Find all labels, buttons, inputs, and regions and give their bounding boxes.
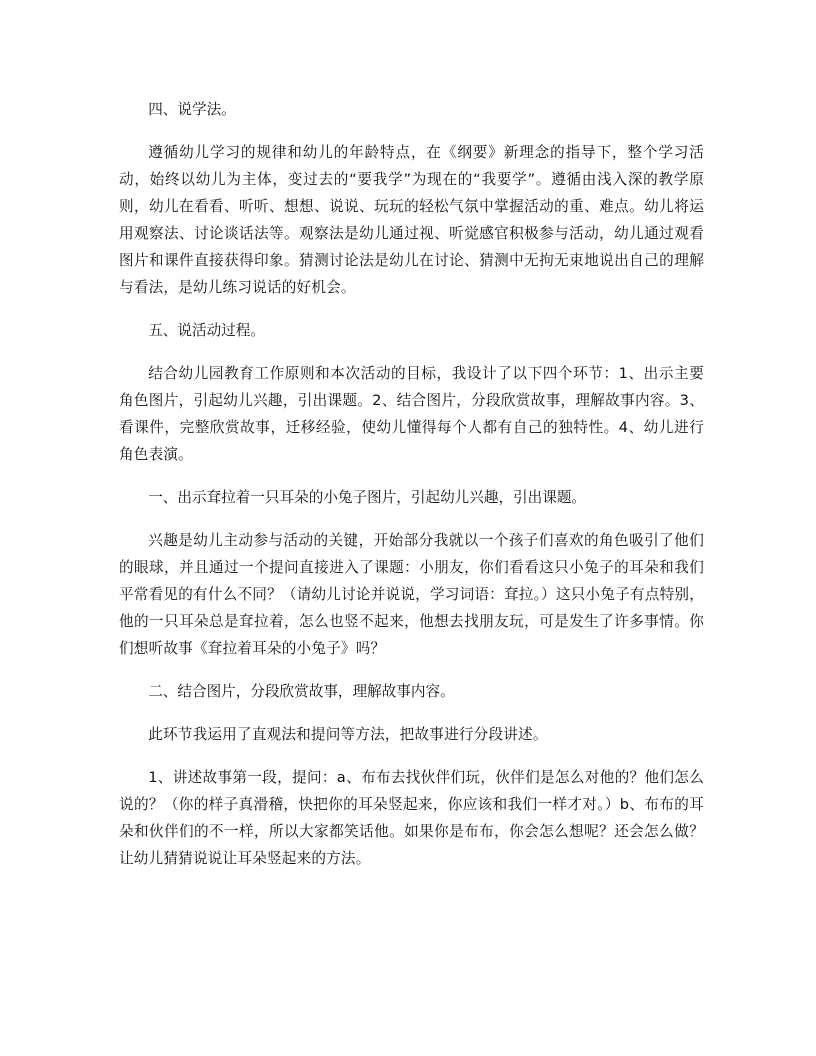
- paragraph-activity-process: 结合幼儿园教育工作原则和本次活动的目标，我设计了以下四个环节：1、出示主要角色图片，引起幼儿兴趣，引出课题。2、结合图片，分段欣赏故事，理解故事内容。3、看课件，完整欣赏故事，迁移经验，使幼儿懂得每个人都有自己的独特性。4、幼儿进行角色表演。: [119, 365, 704, 463]
- paragraph-step-one: 兴趣是幼儿主动参与活动的关键，开始部分我就以一个孩子们喜欢的角色吸引了他们的眼球，并且通过一个提问直接进入了课题：小朋友，你们看看这只小兔子的耳朵和我们平常看见的有什么不同？（请幼儿讨论并说说，学习词语：耷拉。）这只小兔子有点特别，他的一只耳朵总是耷拉着，怎么也竖不起来，他想去找朋友玩，可是发生了许多事情。你们想听故事《耷拉着耳朵的小兔子》吗？: [119, 532, 704, 657]
- document-page: [119, 96, 704, 872]
- section-heading-step-two: 二、结合图片，分段欣赏故事，理解故事内容。: [148, 683, 455, 700]
- paragraph-story-part-one: 1、讲述故事第一段，提问：a、布布去找伙伴们玩，伙伴们是怎么对他的？他们怎么说的？（你的样子真滑稽，快把你的耳朵竖起来，你应该和我们一样才对。）b、布布的耳朵和伙伴们的不一样，所以大家都笑话他。如果你是布布，你会怎么想呢？还会怎么做？让幼儿猜猜说说让耳朵竖起来的方法。: [119, 769, 704, 867]
- paragraph-step-two-intro: 此环节我运用了直观法和提问等方法，把故事进行分段讲述。: [148, 726, 548, 743]
- section-heading-activity-process: 五、说活动过程。: [148, 322, 265, 339]
- section-heading-step-one: 一、出示耷拉着一只耳朵的小兔子图片，引起幼儿兴趣，引出课题。: [148, 489, 587, 506]
- section-heading-learning-methods: 四、说学法。: [148, 101, 236, 118]
- paragraph-learning-methods: 遵循幼儿学习的规律和幼儿的年龄特点，在《纲要》新理念的指导下，整个学习活动，始终以幼儿为主体，变过去的“要我学”为现在的“我要学”。遵循由浅入深的教学原则，幼儿在看看、听听、想想、说说、玩玩的轻松气氛中掌握活动的重、难点。幼儿将运用观察法、讨论谈话法等。观察法是幼儿通过视、听觉感官积极参与活动，幼儿通过观看图片和课件直接获得印象。猜测讨论法是幼儿在讨论、猜测中无拘无束地说出自己的理解与看法，是幼儿练习说话的好机会。: [119, 144, 704, 296]
